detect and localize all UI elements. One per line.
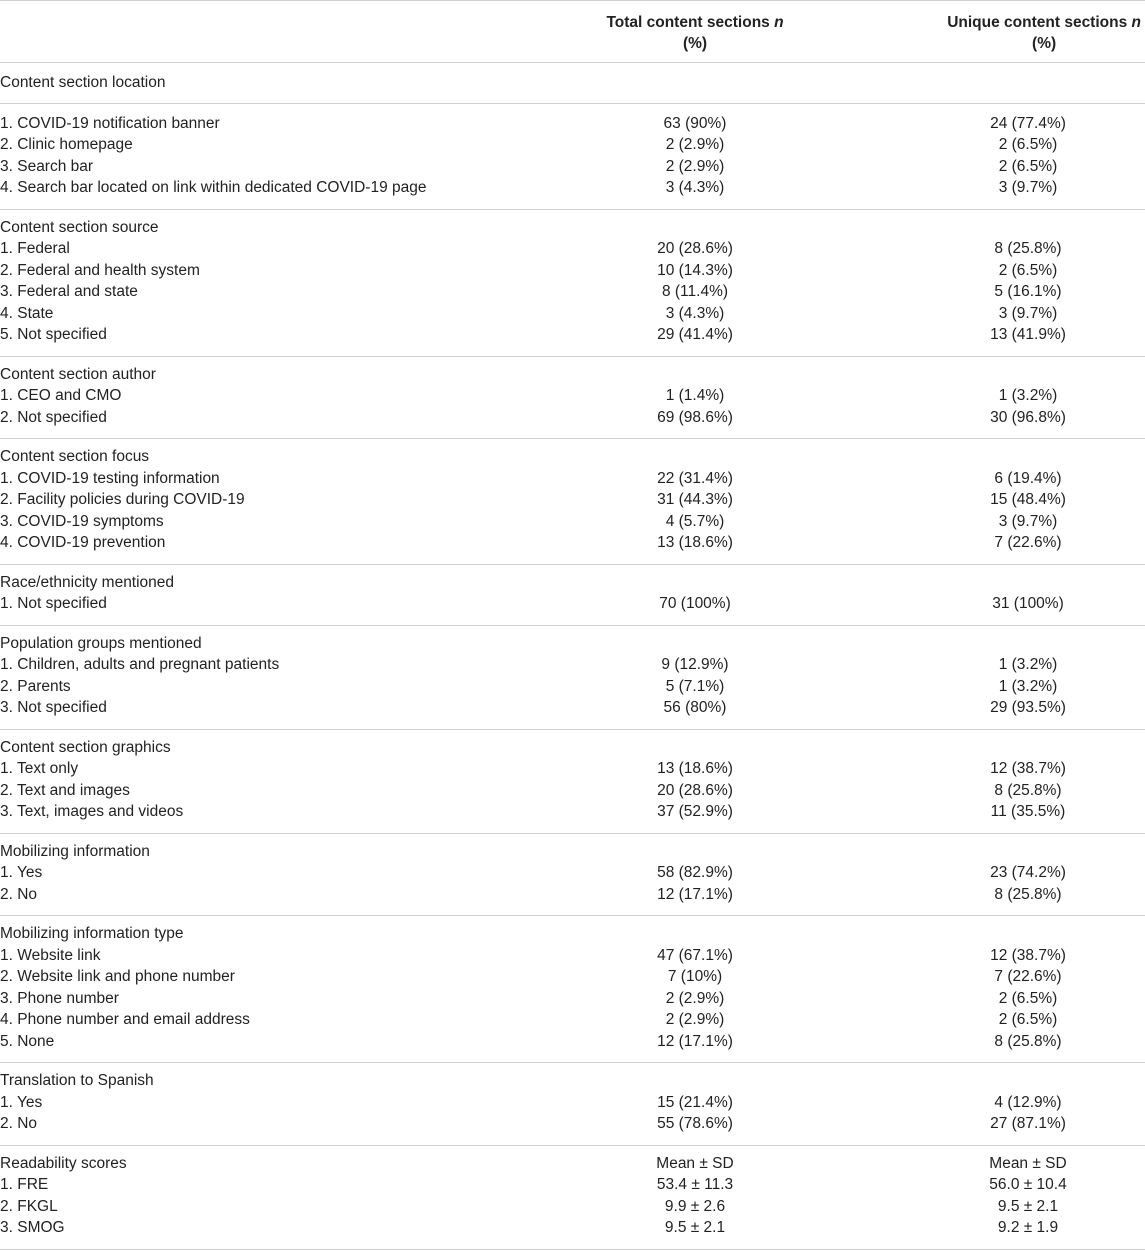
row-unique-value: 1 (3.2%) xyxy=(998,387,1058,404)
section-group xyxy=(0,729,1145,833)
row-unique-cell xyxy=(870,238,1145,260)
row-total-value: 20 (28.6%) xyxy=(657,781,733,799)
row-total-value: 29 (41.4%) xyxy=(520,324,870,356)
section-title-row xyxy=(0,833,1145,862)
row-unique-cell xyxy=(870,532,1145,564)
row-unique-cell xyxy=(870,511,1145,533)
section-group xyxy=(0,209,1145,356)
row-label: 4. Phone number and email address xyxy=(0,1011,250,1028)
section-title: Content section author xyxy=(0,365,156,383)
section-subheader-total xyxy=(520,729,870,758)
row-unique-cell xyxy=(870,697,1145,729)
row-total-value: 70 (100%) xyxy=(520,593,870,625)
row-label: 1. CEO and CMO xyxy=(0,387,122,404)
row-label: 1. COVID-19 testing information xyxy=(0,469,220,487)
section-title-row xyxy=(0,625,1145,654)
row-label: 4. State xyxy=(0,304,54,322)
row-unique-cell xyxy=(870,134,1145,156)
row-total-value: 2 (2.9%) xyxy=(665,989,725,1007)
row-unique-cell xyxy=(870,281,1145,303)
row-total-value: 37 (52.9%) xyxy=(520,801,870,833)
table-row xyxy=(0,177,1145,209)
section-subheader-total: Mean ± SD xyxy=(656,1154,734,1172)
row-total-value: 2 (2.9%) xyxy=(665,157,725,175)
row-label: 1. Text only xyxy=(0,760,79,777)
header-unique-n: n xyxy=(1131,14,1141,31)
row-unique-value: 8 (25.8%) xyxy=(994,240,1062,257)
row-label: 3. Text, images and videos xyxy=(0,801,520,833)
table-row xyxy=(0,532,1145,564)
row-unique-cell xyxy=(870,1217,1145,1249)
table-row xyxy=(0,489,1145,511)
row-unique-value: 7 (22.6%) xyxy=(994,968,1062,985)
section-title-row xyxy=(0,564,1145,593)
row-label: 2. FKGL xyxy=(0,1197,58,1215)
section-subheader-total xyxy=(520,439,870,468)
table-row xyxy=(0,676,1145,698)
section-subheader-total xyxy=(520,356,870,385)
row-total-value: 3 (4.3%) xyxy=(665,304,725,322)
row-unique-cell xyxy=(870,676,1145,698)
row-unique-value: 29 (93.5%) xyxy=(990,699,1066,716)
section-title-row xyxy=(0,439,1145,468)
row-unique-value: 2 (6.5%) xyxy=(998,136,1058,153)
section-title-row xyxy=(0,63,1145,104)
section-title-row xyxy=(0,1063,1145,1092)
table-row xyxy=(0,1092,1145,1114)
table-row xyxy=(0,238,1145,260)
row-total-value: 1 (1.4%) xyxy=(665,387,725,404)
section-group xyxy=(0,356,1145,439)
section-subheader-total xyxy=(520,833,870,862)
table-row xyxy=(0,758,1145,780)
section-title: Translation to Spanish xyxy=(0,1072,154,1089)
section-subheader-unique-text: Mean ± SD xyxy=(989,1154,1067,1172)
row-total-value: 31 (44.3%) xyxy=(657,491,733,508)
row-unique-value: 30 (96.8%) xyxy=(990,408,1066,426)
row-unique-value: 8 (25.8%) xyxy=(994,885,1062,903)
section-subheader-unique xyxy=(870,916,1145,945)
row-unique-cell xyxy=(870,1196,1145,1218)
table-row xyxy=(0,385,1145,407)
row-unique-value: 2 (6.5%) xyxy=(998,989,1058,1007)
header-total-n: n xyxy=(774,14,784,31)
section-subheader-unique xyxy=(870,63,1145,104)
section-title: Content section source xyxy=(0,218,159,236)
row-unique-value: 24 (77.4%) xyxy=(990,114,1066,132)
table-row xyxy=(0,862,1145,884)
row-total-value: 10 (14.3%) xyxy=(657,261,733,279)
row-unique-value: 8 (25.8%) xyxy=(994,1032,1062,1050)
row-unique-value: 6 (19.4%) xyxy=(994,469,1062,487)
row-unique-cell xyxy=(870,966,1145,988)
section-title: Readability scores xyxy=(0,1154,127,1172)
section-title-row xyxy=(0,209,1145,238)
row-total-value: 63 (90%) xyxy=(663,114,727,132)
row-label: 3. Not specified xyxy=(0,697,520,729)
row-unique-value: 7 (22.6%) xyxy=(994,534,1062,551)
table-row xyxy=(0,697,1145,729)
row-label: 1. Yes xyxy=(0,1093,43,1111)
table-row xyxy=(0,260,1145,282)
row-total-value: 55 (78.6%) xyxy=(520,1113,870,1145)
row-unique-value: 15 (48.4%) xyxy=(990,491,1066,508)
row-unique-value: 23 (74.2%) xyxy=(990,864,1066,881)
table-row xyxy=(0,511,1145,533)
row-unique-cell xyxy=(870,780,1145,802)
table-row xyxy=(0,1174,1145,1196)
row-label: 2. Text and images xyxy=(0,781,130,799)
header-unique-content-sections xyxy=(870,1,1145,63)
row-label: 2. Clinic homepage xyxy=(0,136,133,153)
row-unique-cell xyxy=(870,945,1145,967)
section-subheader-total xyxy=(520,916,870,945)
table-row xyxy=(0,1031,1145,1063)
table-row xyxy=(0,103,1145,134)
row-label: 2. Parents xyxy=(0,677,71,695)
row-total-value: 9 (12.9%) xyxy=(661,656,729,673)
row-label: 2. Federal and health system xyxy=(0,261,200,279)
table-row xyxy=(0,945,1145,967)
table-header xyxy=(0,1,1145,63)
row-label: 2. No xyxy=(0,1113,520,1145)
table-row xyxy=(0,988,1145,1010)
row-unique-value: 8 (25.8%) xyxy=(994,781,1062,799)
row-unique-cell xyxy=(870,1092,1145,1114)
row-unique-value: 9.2 ± 1.9 xyxy=(997,1219,1059,1236)
header-row xyxy=(0,1,1145,63)
section-group xyxy=(0,1063,1145,1146)
table-row xyxy=(0,884,1145,916)
section-title: Content section graphics xyxy=(0,738,171,756)
row-label: 1. Children, adults and pregnant patients xyxy=(0,656,280,673)
row-label: 5. None xyxy=(0,1031,520,1063)
section-subheader-total xyxy=(520,564,870,593)
row-total-value: 3 (4.3%) xyxy=(520,177,870,209)
row-unique-cell xyxy=(870,468,1145,490)
table-row xyxy=(0,801,1145,833)
section-subheader-total xyxy=(520,63,870,104)
section-subheader-unique xyxy=(870,1063,1145,1092)
section-title-row xyxy=(0,729,1145,758)
section-group xyxy=(0,1145,1145,1249)
section-title-row xyxy=(0,356,1145,385)
header-total-content-sections xyxy=(520,1,870,63)
table-row xyxy=(0,468,1145,490)
row-unique-cell xyxy=(870,260,1145,282)
row-unique-value: 12 (38.7%) xyxy=(990,760,1066,777)
row-unique-cell xyxy=(870,593,1145,625)
row-total-value: 12 (17.1%) xyxy=(520,884,870,916)
section-subheader-total xyxy=(520,209,870,238)
section-subheader-unique xyxy=(870,625,1145,654)
section-group xyxy=(0,439,1145,565)
row-unique-value: 5 (16.1%) xyxy=(994,283,1062,300)
row-unique-value: 56.0 ± 10.4 xyxy=(989,1176,1067,1193)
row-unique-value: 2 (6.5%) xyxy=(998,261,1058,279)
row-unique-cell xyxy=(870,177,1145,209)
row-label: 4. Search bar located on link within dedicated COVID-19 page xyxy=(0,177,520,209)
row-unique-cell xyxy=(870,1009,1145,1031)
section-subheader-unique xyxy=(870,439,1145,468)
row-label: 3. Phone number xyxy=(0,989,119,1007)
header-total-percent: (%) xyxy=(682,35,708,52)
row-unique-cell xyxy=(870,303,1145,325)
row-label: 1. Not specified xyxy=(0,593,520,625)
row-unique-value: 1 (3.2%) xyxy=(998,656,1058,673)
table-row xyxy=(0,780,1145,802)
row-unique-value: 9.5 ± 2.1 xyxy=(997,1197,1059,1215)
row-total-value: 12 (17.1%) xyxy=(520,1031,870,1063)
table-row xyxy=(0,1113,1145,1145)
row-unique-value: 13 (41.9%) xyxy=(990,326,1066,343)
section-title: Mobilizing information xyxy=(0,842,150,860)
section-subheader-unique xyxy=(870,833,1145,862)
section-subheader-total xyxy=(520,625,870,654)
row-unique-cell xyxy=(870,156,1145,178)
table-row xyxy=(0,1217,1145,1249)
row-label: 1. FRE xyxy=(0,1176,49,1193)
section-subheader-unique xyxy=(870,1145,1145,1174)
row-unique-value: 31 (100%) xyxy=(992,595,1064,612)
section-group xyxy=(0,625,1145,729)
table-row xyxy=(0,966,1145,988)
section-group xyxy=(0,63,1145,210)
row-unique-cell xyxy=(870,758,1145,780)
table-row xyxy=(0,593,1145,625)
row-unique-cell xyxy=(870,1031,1145,1063)
header-unique-text: Unique content sections xyxy=(947,14,1128,31)
row-label: 1. Yes xyxy=(0,864,43,881)
row-label: 2. Not specified xyxy=(0,407,520,439)
row-unique-value: 3 (9.7%) xyxy=(998,179,1058,196)
section-subheader-unique xyxy=(870,564,1145,593)
table-row xyxy=(0,1196,1145,1218)
row-total-value: 15 (21.4%) xyxy=(657,1093,733,1111)
row-total-value: 53.4 ± 11.3 xyxy=(656,1176,734,1193)
row-total-value: 56 (80%) xyxy=(520,697,870,729)
row-unique-cell xyxy=(870,654,1145,676)
section-group xyxy=(0,916,1145,1063)
header-blank xyxy=(0,1,520,63)
header-unique-percent: (%) xyxy=(1032,35,1057,52)
row-unique-cell xyxy=(870,1113,1145,1145)
row-unique-cell xyxy=(870,801,1145,833)
row-total-value: 7 (10%) xyxy=(667,968,723,985)
section-title: Content section location xyxy=(0,63,520,104)
row-label: 1. Website link xyxy=(0,946,101,964)
row-unique-cell xyxy=(870,489,1145,511)
row-label: 3. Search bar xyxy=(0,157,94,175)
section-title-row xyxy=(0,916,1145,945)
row-total-value: 69 (98.6%) xyxy=(520,407,870,439)
table-row xyxy=(0,156,1145,178)
table-row xyxy=(0,324,1145,356)
row-label: 1. Federal xyxy=(0,240,70,257)
row-total-value: 4 (5.7%) xyxy=(665,512,725,530)
table-row xyxy=(0,1009,1145,1031)
row-total-value: 5 (7.1%) xyxy=(665,677,725,695)
row-total-value: 58 (82.9%) xyxy=(657,864,733,881)
row-total-value: 9.9 ± 2.6 xyxy=(664,1197,726,1215)
row-unique-value: 4 (12.9%) xyxy=(994,1093,1062,1111)
row-unique-value: 2 (6.5%) xyxy=(998,1011,1058,1028)
section-title: Mobilizing information type xyxy=(0,925,184,942)
table-row xyxy=(0,303,1145,325)
row-unique-cell xyxy=(870,988,1145,1010)
row-label: 3. COVID-19 symptoms xyxy=(0,512,164,530)
section-title: Race/ethnicity mentioned xyxy=(0,573,175,591)
row-unique-cell xyxy=(870,407,1145,439)
section-title-row xyxy=(0,1145,1145,1174)
table-row xyxy=(0,281,1145,303)
row-unique-cell xyxy=(870,103,1145,134)
row-total-value: 9.5 ± 2.1 xyxy=(520,1217,870,1249)
table-row xyxy=(0,407,1145,439)
row-label: 2. No xyxy=(0,884,520,916)
section-title: Content section focus xyxy=(0,448,150,465)
row-label: 1. COVID-19 notification banner xyxy=(0,114,220,132)
header-total-text: Total content sections xyxy=(606,14,770,31)
table-row xyxy=(0,134,1145,156)
row-unique-cell xyxy=(870,884,1145,916)
row-unique-cell xyxy=(870,324,1145,356)
row-unique-cell xyxy=(870,1174,1145,1196)
row-total-value: 13 (18.6%) xyxy=(520,532,870,564)
section-title: Population groups mentioned xyxy=(0,634,202,652)
row-unique-value: 2 (6.5%) xyxy=(998,157,1058,175)
row-unique-cell xyxy=(870,385,1145,407)
section-group xyxy=(0,564,1145,625)
row-total-value: 8 (11.4%) xyxy=(661,283,729,300)
row-total-value: 2 (2.9%) xyxy=(665,136,725,153)
row-unique-value: 11 (35.5%) xyxy=(990,803,1066,820)
row-unique-value: 3 (9.7%) xyxy=(998,304,1058,322)
row-total-value: 13 (18.6%) xyxy=(657,760,733,777)
row-unique-value: 3 (9.7%) xyxy=(998,512,1058,530)
row-unique-cell xyxy=(870,862,1145,884)
row-label: 3. SMOG xyxy=(0,1217,520,1249)
row-label: 2. Website link and phone number xyxy=(0,968,235,985)
row-total-value: 47 (67.1%) xyxy=(657,946,733,964)
row-label: 2. Facility policies during COVID-19 xyxy=(0,491,245,508)
section-subheader-unique xyxy=(870,356,1145,385)
row-total-value: 2 (2.9%) xyxy=(665,1011,725,1028)
section-group xyxy=(0,833,1145,916)
row-total-value: 20 (28.6%) xyxy=(657,240,733,257)
section-subheader-unique xyxy=(870,209,1145,238)
row-unique-value: 12 (38.7%) xyxy=(990,946,1066,964)
row-total-value: 22 (31.4%) xyxy=(657,469,733,487)
section-subheader-total xyxy=(520,1063,870,1092)
row-unique-value: 1 (3.2%) xyxy=(998,677,1058,695)
row-label: 4. COVID-19 prevention xyxy=(0,532,520,564)
row-unique-value: 27 (87.1%) xyxy=(990,1115,1066,1132)
row-label: 5. Not specified xyxy=(0,324,520,356)
section-subheader-unique xyxy=(870,729,1145,758)
row-label: 3. Federal and state xyxy=(0,283,138,300)
table-row xyxy=(0,654,1145,676)
